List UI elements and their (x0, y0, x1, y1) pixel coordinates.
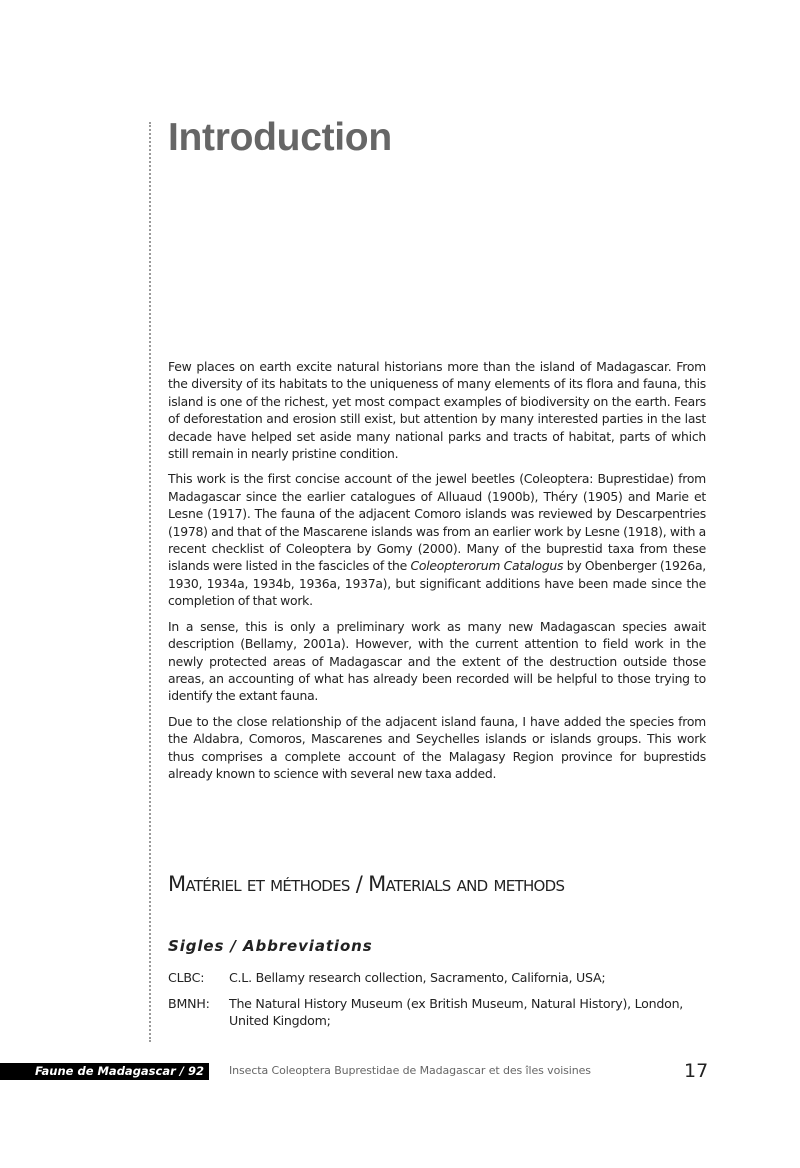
abbreviation-description: The Natural History Museum (ex British Museum, Natural History), London, United Kingdom; (229, 995, 684, 1028)
paragraph-3: In a sense, this is only a preliminary work as many new Madagascan species await description (Bellamy, 2001a). However, with the current attention to field work in the newly protected areas of Madagascar and the extent of the destruction outside those areas, an accounting of what has already been recorded will be helpful to those trying to identify the extant fauna. (168, 618, 706, 704)
abbreviations-list (168, 969, 708, 1038)
abbreviation-code: CLBC: (168, 970, 205, 985)
abbreviation-description: C.L. Bellamy research collection, Sacramento, California, USA; (229, 970, 606, 985)
footer-series-label: Faune de Madagascar / 92 (0, 1063, 209, 1080)
subsection-heading: Sigles / Abbreviations (168, 937, 373, 955)
footer-book-title: Insecta Coleoptera Buprestidae de Madagascar et des îles voisines (229, 1064, 591, 1077)
page-number: 17 (684, 1060, 709, 1082)
catalogus-title: Coleopterorum Catalogus (410, 558, 564, 574)
abbreviation-code: BMNH: (168, 995, 210, 1011)
section-heading: Matériel et méthodes / Materials and methods (168, 872, 565, 896)
margin-dotted-rule (149, 122, 151, 1042)
abbreviation-row (168, 995, 708, 1030)
intro-body (168, 358, 706, 790)
paragraph-2 (168, 470, 706, 609)
paragraph-1: Few places on earth excite natural historians more than the island of Madagascar. From the diversity of its habitats to the uniqueness of many elements of its flora and fauna, this island is one of the richest, yet most compact examples of biodiversity on the earth. Fears of deforestation and erosion still exist, but attention by many interested parties in the last decade have helped set aside many national parks and tracts of habitat, parts of which still remain in nearly pristine condition. (168, 359, 706, 462)
paragraph-2-text: This work is the first concise account of the jewel beetles (Coleoptera: Buprestidae) from Madagascar since the earlier catalogues of Alluaud (1900b), Théry (1905) and Marie et Lesne (1917). The fauna of the adjacent Comoro islands was reviewed by Descarpentries (1978) and that of the Mascarene islands was from an earlier work by Lesne (1918), with a recent checklist of Coleoptera by Gomy (2000). Many of the buprestid taxa from these islands were listed in the fascicles of the (168, 471, 706, 574)
abbreviation-row (168, 969, 708, 987)
page-title: Introduction (168, 116, 392, 159)
paragraph-2-text-end: by Obenberger (1926a, 1930, 1934a, 1934b, 1936a, 1937a), but significant additions have been made since the completion of that work. (168, 558, 706, 609)
paragraph-4: Due to the close relationship of the adjacent island fauna, I have added the species from the Aldabra, Comoros, Mascarenes and Seychelles islands or islands groups. This work thus comprises a complete account of the Malagasy Region province for buprestids already known to science with several new taxa added. (168, 713, 706, 781)
